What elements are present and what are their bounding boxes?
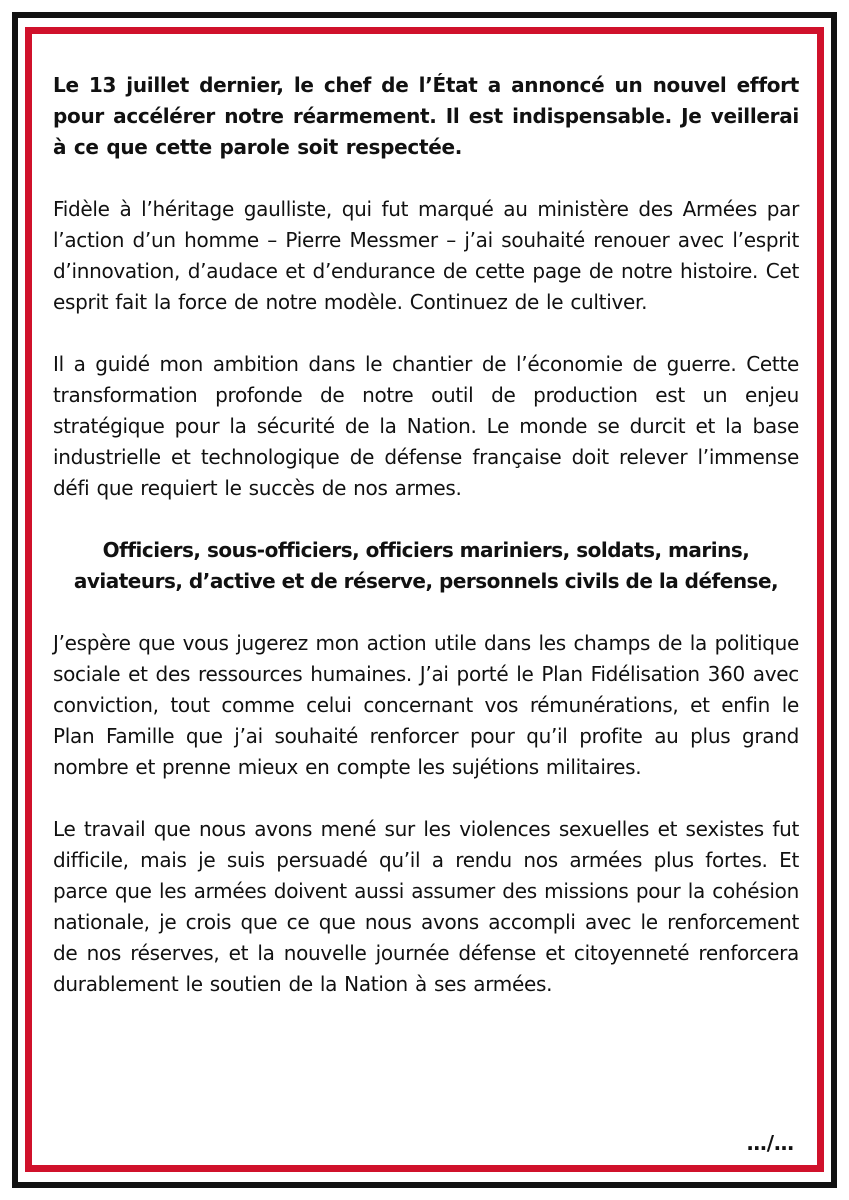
paragraph-war-economy: Il a guidé mon ambition dans le chantier de l’économie de guerre. Cette transformation profonde de notre outil de production est un enjeu stratégique pour la sécurité de la Nation. Le monde se durcit et la base industrielle et technologique de défense française doit relever l’immense défi que requiert le succès de nos armes. bbox=[53, 352, 799, 500]
continuation-mark: …/… bbox=[746, 1131, 794, 1155]
paragraph-cohesion: Le travail que nous avons mené sur les violences sexuelles et sexistes fut difficile, mais je suis persuadé qu’il a rendu nos armées plus fortes. Et parce que les armées doivent aussi assumer des missions pour la cohésion nationale, je crois que ce que nous avons accompli avec le renforcement de nos réserves, et la nouvelle journée défense et citoyenneté renforcera durablement le soutien de la Nation à ses armées. bbox=[53, 817, 799, 996]
paragraph-spacer bbox=[53, 504, 799, 535]
salutation-address: Officiers, sous-officiers, officiers mariniers, soldats, marins, aviateurs, d’active et de réserve, personnels civils de la défense, bbox=[73, 538, 779, 593]
paragraph-rearmament: Le 13 juillet dernier, le chef de l’État a annoncé un nouvel effort pour accélérer notre réarmement. Il est indispensable. Je veillerai à ce que cette parole soit respectée. bbox=[53, 73, 799, 159]
paragraph-gaullist-heritage: Fidèle à l’héritage gaulliste, qui fut marqué au ministère des Armées par l’action d’un homme – Pierre Messmer – j’ai souhaité renouer avec l’esprit d’innovation, d’audace et d’endurance de cette page de notre histoire. Cet esprit fait la force de notre modèle. Continuez de le cultiver. bbox=[53, 197, 799, 314]
paragraph-spacer bbox=[53, 783, 799, 814]
paragraph-spacer bbox=[53, 318, 799, 349]
paragraph-social-policy: J’espère que vous jugerez mon action utile dans les champs de la politique sociale et des ressources humaines. J’ai porté le Plan Fidélisation 360 avec conviction, tout comme celui concernant vos rémunérations, et enfin le Plan Famille que j’ai souhaité renforcer pour qu’il profite au plus grand nombre et prenne mieux en compte les sujétions militaires. bbox=[53, 631, 799, 779]
paragraph-spacer bbox=[53, 597, 799, 628]
paragraph-spacer bbox=[53, 163, 799, 194]
letter-body bbox=[53, 70, 799, 1000]
